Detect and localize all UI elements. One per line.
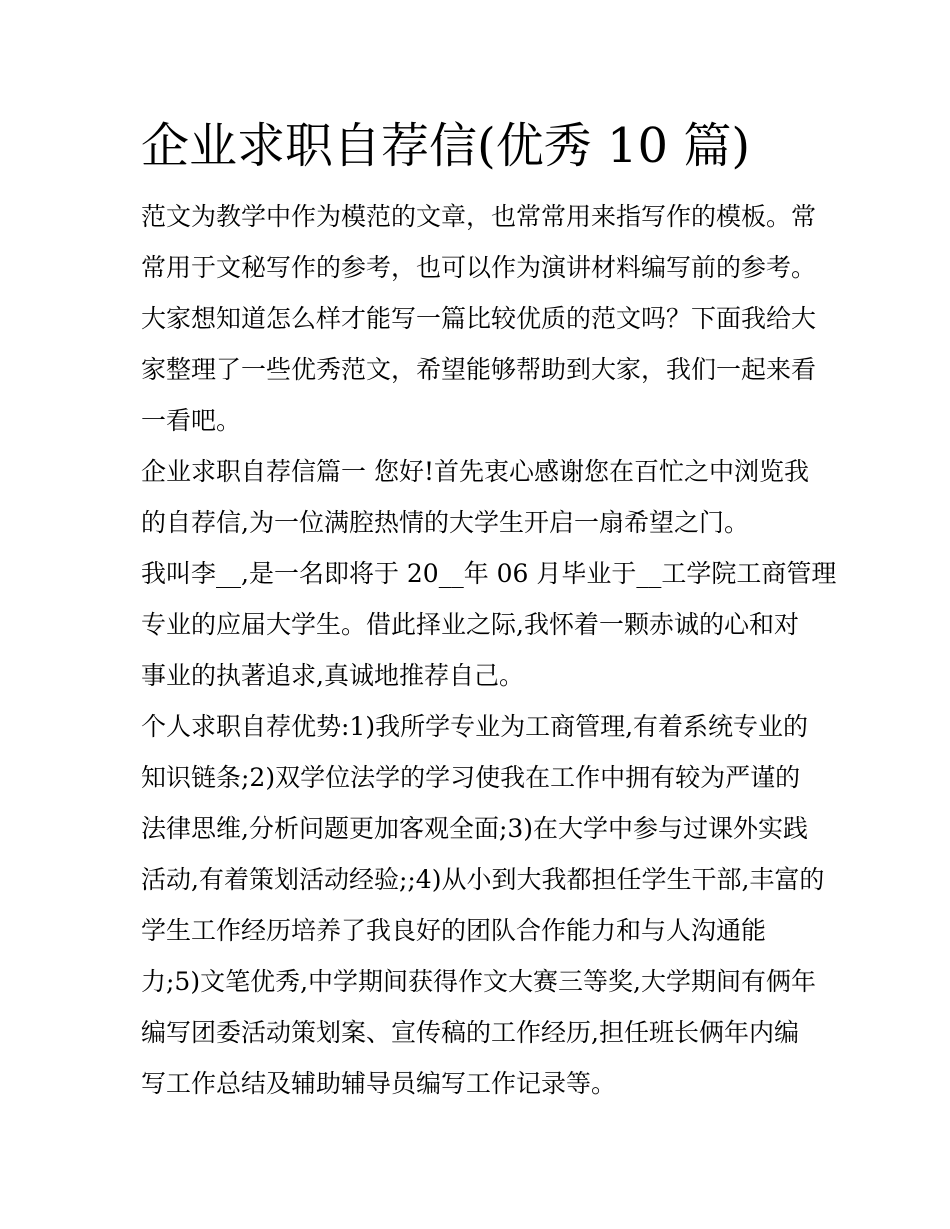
paragraph-line: 写工作总结及辅助辅导员编写工作记录等。 bbox=[141, 1069, 617, 1098]
paragraph-line: 法律思维,分析问题更加客观全面;3)在大学中参与过课外实践 bbox=[141, 814, 809, 843]
paragraph-line: 大家想知道怎么样才能写一篇比较优质的范文吗？下面我给大 bbox=[141, 304, 817, 333]
paragraph-line: 范文为教学中作为模范的文章，也常常用来指写作的模板。常 bbox=[141, 202, 817, 231]
paragraph-line: 家整理了一些优秀范文，希望能够帮助到大家，我们一起来看 bbox=[141, 355, 817, 384]
paragraph-line: 个人求职自荐优势:1)我所学专业为工商管理,有着系统专业的 bbox=[141, 712, 809, 741]
paragraph-line: 知识链条;2)双学位法学的学习使我在工作中拥有较为严谨的 bbox=[141, 763, 801, 792]
paragraph-line: 专业的应届大学生。借此择业之际,我怀着一颗赤诚的心和对 bbox=[141, 610, 799, 639]
paragraph-line: 企业求职自荐信篇一 您好!首先衷心感谢您在百忙之中浏览我 bbox=[141, 457, 809, 486]
paragraph-line: 事业的执著追求,真诚地推荐自己。 bbox=[141, 661, 524, 690]
paragraph-line: 力;5)文笔优秀,中学期间获得作文大赛三等奖,大学期间有俩年 bbox=[141, 967, 816, 996]
paragraph-line: 活动,有着策划活动经验;;4)从小到大我都担任学生干部,丰富的 bbox=[141, 865, 825, 894]
document-title: 企业求职自荐信(优秀 10 篇) bbox=[141, 118, 751, 174]
paragraph-line: 一看吧。 bbox=[141, 406, 242, 435]
paragraph-line: 我叫李__,是一名即将于 20__年 06 月毕业于__工学院工商管理 bbox=[141, 559, 837, 588]
paragraph-line: 常用于文秘写作的参考，也可以作为演讲材料编写前的参考。 bbox=[141, 253, 817, 282]
paragraph-line: 的自荐信,为一位满腔热情的大学生开启一扇希望之门。 bbox=[141, 508, 749, 537]
paragraph-line: 学生工作经历培养了我良好的团队合作能力和与人沟通能 bbox=[141, 916, 767, 945]
paragraph-line: 编写团委活动策划案、宣传稿的工作经历,担任班长俩年内编 bbox=[141, 1018, 799, 1047]
